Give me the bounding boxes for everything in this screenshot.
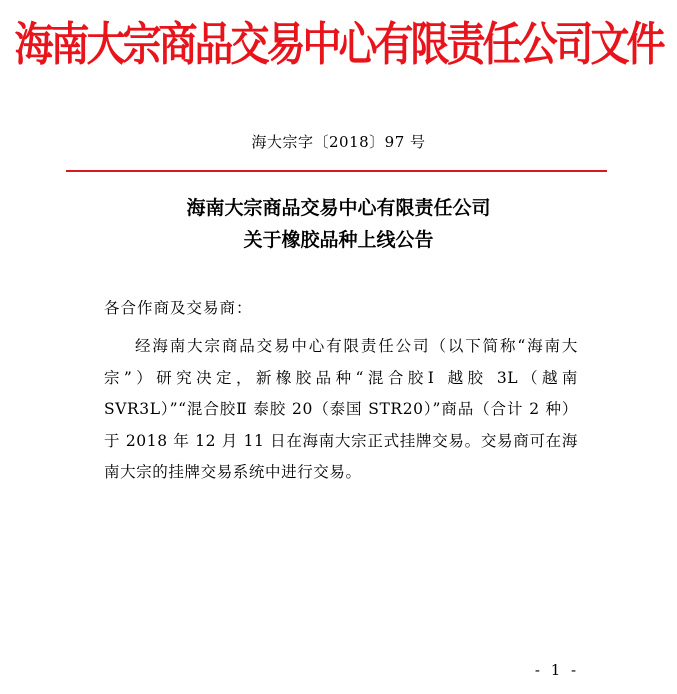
- document-number: 海大宗字〔2018〕97 号: [251, 133, 426, 151]
- notice-title-line-2: 关于橡胶品种上线公告: [243, 229, 434, 251]
- notice-title-line-1: 海南大宗商品交易中心有限责任公司: [186, 197, 491, 219]
- document-header-title: 海南大宗商品交易中心有限责任公司文件: [14, 17, 663, 72]
- page-number: - 1 -: [534, 661, 580, 679]
- notice-body-paragraph: 经海南大宗商品交易中心有限责任公司（以下简称“海南大宗”）研究决定，新橡胶品种“混合胶Ⅰ 越胶 3L（越南 SVR3L）”“混合胶Ⅱ 泰胶 20（泰国 STR20）”商品（合计 2 种）于 2018 年 12 月 11 日在海南大宗正式挂牌交易。交易商可在海南大宗的挂牌交易系统中进行交易。: [104, 337, 578, 481]
- header-divider: [66, 170, 607, 172]
- salutation: 各合作商及交易商：: [104, 299, 253, 317]
